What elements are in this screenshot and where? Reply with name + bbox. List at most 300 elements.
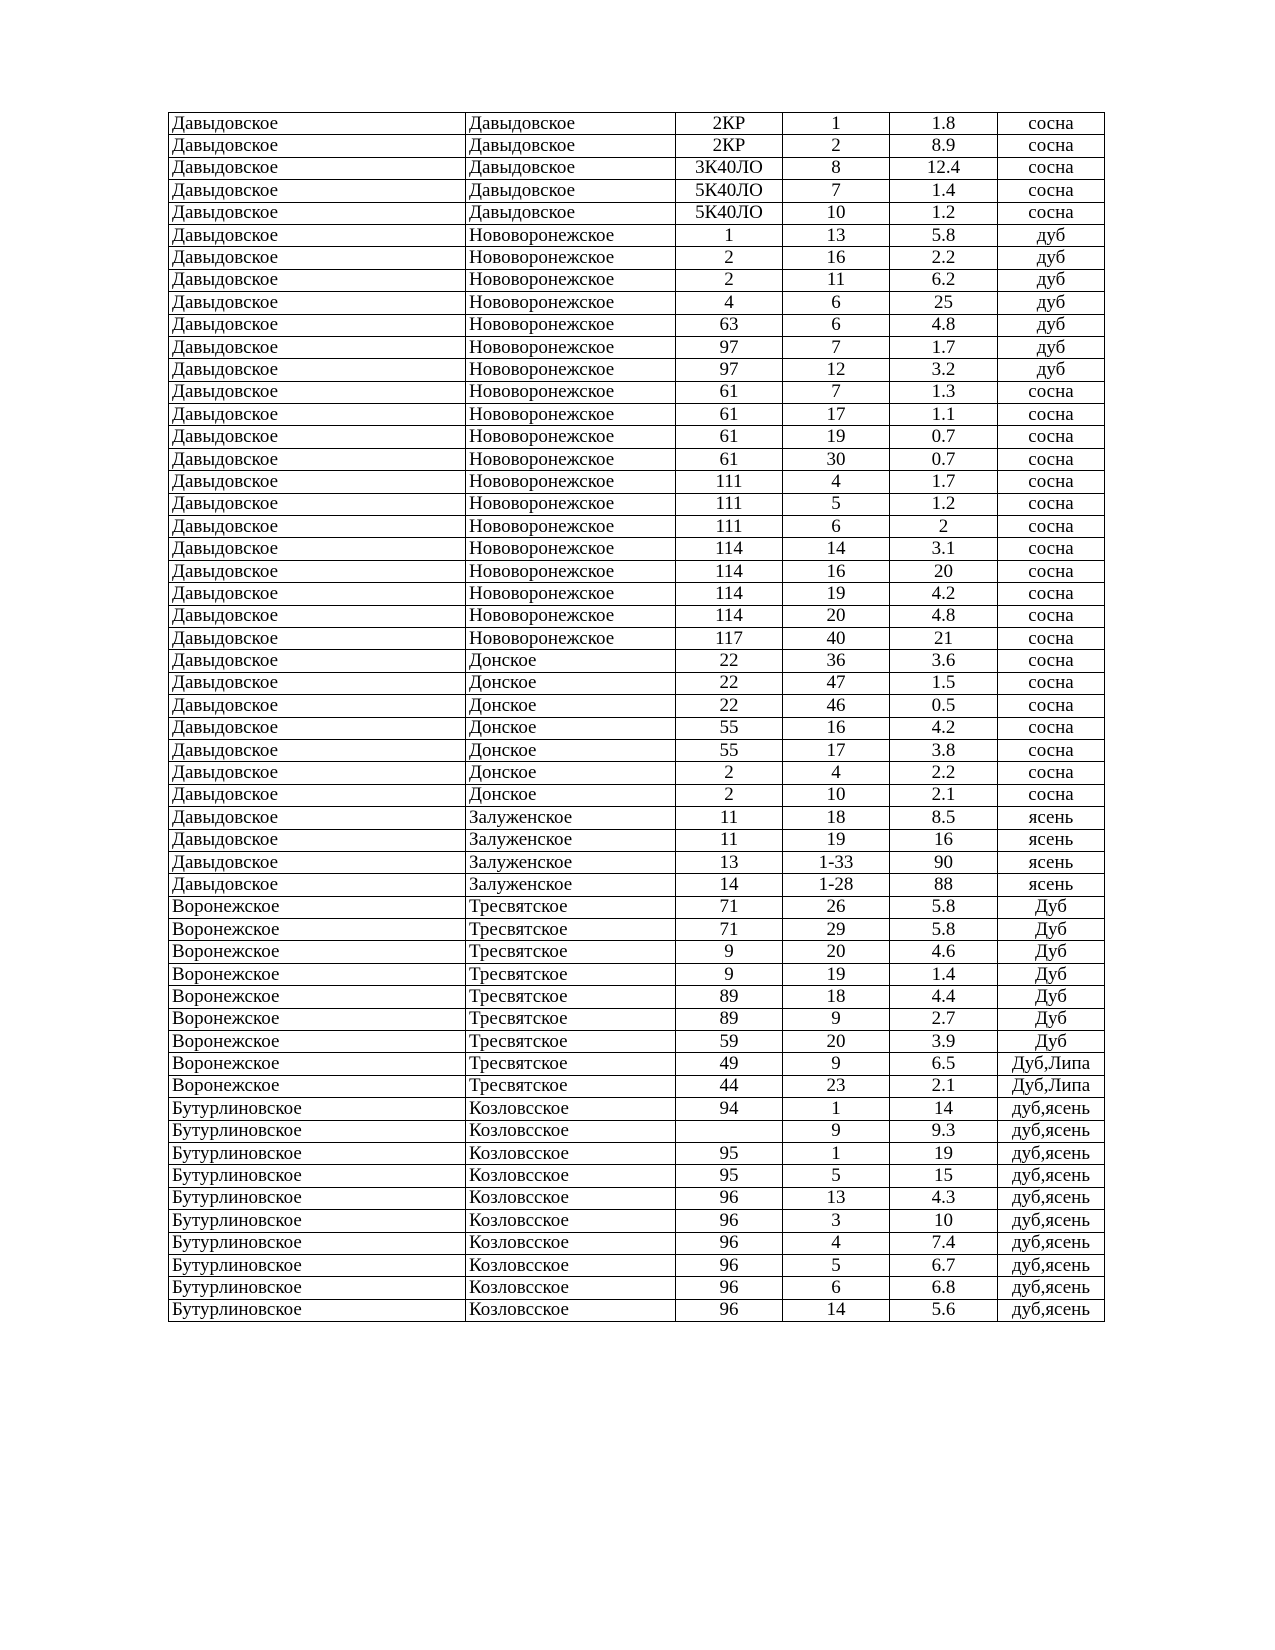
section-cell: 1-28 (783, 874, 890, 896)
quarter-cell: 114 (676, 605, 783, 627)
area-cell: 0.7 (890, 448, 998, 470)
table-row (169, 695, 1105, 717)
species-cell: дуб,ясень (998, 1254, 1105, 1276)
section-cell: 5 (783, 493, 890, 515)
area-cell: 1.2 (890, 202, 998, 224)
district-cell: Нововоронежское (466, 359, 676, 381)
species-cell: Дуб (998, 1008, 1105, 1030)
quarter-cell: 49 (676, 1053, 783, 1075)
quarter-cell: 22 (676, 672, 783, 694)
district-cell: Давыдовское (466, 202, 676, 224)
area-cell: 6.8 (890, 1277, 998, 1299)
table-row (169, 314, 1105, 336)
species-cell: сосна (998, 627, 1105, 649)
species-cell: сосна (998, 381, 1105, 403)
section-cell: 23 (783, 1075, 890, 1097)
forestry-cell: Давыдовское (169, 336, 466, 358)
species-cell: дуб (998, 269, 1105, 291)
forestry-cell: Воронежское (169, 986, 466, 1008)
district-cell: Давыдовское (466, 180, 676, 202)
forestry-cell: Давыдовское (169, 784, 466, 806)
area-cell: 21 (890, 627, 998, 649)
district-cell: Тресвятское (466, 941, 676, 963)
forestry-cell: Давыдовское (169, 113, 466, 135)
table-row (169, 471, 1105, 493)
section-cell: 12 (783, 359, 890, 381)
species-cell: сосна (998, 426, 1105, 448)
forest-plots-table (168, 112, 1105, 1322)
district-cell: Козловсское (466, 1120, 676, 1142)
district-cell: Козловсское (466, 1299, 676, 1321)
section-cell: 20 (783, 941, 890, 963)
table-row (169, 739, 1105, 761)
area-cell: 88 (890, 874, 998, 896)
quarter-cell: 89 (676, 986, 783, 1008)
forestry-cell: Воронежское (169, 1053, 466, 1075)
district-cell: Нововоронежское (466, 560, 676, 582)
table-row (169, 1277, 1105, 1299)
forestry-cell: Бутурлиновское (169, 1142, 466, 1164)
forestry-cell: Бутурлиновское (169, 1299, 466, 1321)
table-row (169, 135, 1105, 157)
area-cell: 2.1 (890, 1075, 998, 1097)
district-cell: Нововоронежское (466, 314, 676, 336)
table-row (169, 180, 1105, 202)
forestry-cell: Давыдовское (169, 627, 466, 649)
district-cell: Тресвятское (466, 963, 676, 985)
area-cell: 90 (890, 851, 998, 873)
forestry-cell: Давыдовское (169, 314, 466, 336)
quarter-cell: 4 (676, 292, 783, 314)
table-row (169, 292, 1105, 314)
area-cell: 0.5 (890, 695, 998, 717)
district-cell: Тресвятское (466, 919, 676, 941)
section-cell: 16 (783, 560, 890, 582)
district-cell: Козловсское (466, 1210, 676, 1232)
section-cell: 1 (783, 1142, 890, 1164)
quarter-cell: 63 (676, 314, 783, 336)
district-cell: Козловсское (466, 1254, 676, 1276)
quarter-cell: 9 (676, 941, 783, 963)
district-cell: Нововоронежское (466, 583, 676, 605)
table-row (169, 1142, 1105, 1164)
table-row (169, 717, 1105, 739)
forestry-cell: Воронежское (169, 1008, 466, 1030)
section-cell: 7 (783, 336, 890, 358)
section-cell: 2 (783, 135, 890, 157)
area-cell: 2.1 (890, 784, 998, 806)
area-cell: 5.8 (890, 224, 998, 246)
quarter-cell: 14 (676, 874, 783, 896)
table-row (169, 1187, 1105, 1209)
district-cell: Козловсское (466, 1187, 676, 1209)
species-cell: дуб,ясень (998, 1142, 1105, 1164)
district-cell: Донское (466, 762, 676, 784)
table-row (169, 1232, 1105, 1254)
district-cell: Донское (466, 672, 676, 694)
table-row (169, 1210, 1105, 1232)
district-cell: Тресвятское (466, 986, 676, 1008)
area-cell: 1.7 (890, 471, 998, 493)
section-cell: 6 (783, 292, 890, 314)
species-cell: сосна (998, 538, 1105, 560)
area-cell: 12.4 (890, 157, 998, 179)
forestry-cell: Давыдовское (169, 695, 466, 717)
section-cell: 20 (783, 605, 890, 627)
district-cell: Нововоронежское (466, 627, 676, 649)
area-cell: 20 (890, 560, 998, 582)
area-cell: 1.3 (890, 381, 998, 403)
quarter-cell: 61 (676, 381, 783, 403)
district-cell: Козловсское (466, 1232, 676, 1254)
table-row (169, 829, 1105, 851)
district-cell: Донское (466, 717, 676, 739)
forestry-cell: Бутурлиновское (169, 1232, 466, 1254)
quarter-cell: 9 (676, 963, 783, 985)
area-cell: 2 (890, 516, 998, 538)
species-cell: дуб (998, 359, 1105, 381)
species-cell: Дуб (998, 941, 1105, 963)
section-cell: 9 (783, 1008, 890, 1030)
section-cell: 19 (783, 426, 890, 448)
area-cell: 2.2 (890, 762, 998, 784)
area-cell: 10 (890, 1210, 998, 1232)
quarter-cell: 2 (676, 762, 783, 784)
table-row (169, 381, 1105, 403)
species-cell: сосна (998, 493, 1105, 515)
quarter-cell: 95 (676, 1142, 783, 1164)
district-cell: Донское (466, 650, 676, 672)
district-cell: Тресвятское (466, 1008, 676, 1030)
forestry-cell: Давыдовское (169, 739, 466, 761)
area-cell: 4.3 (890, 1187, 998, 1209)
area-cell: 4.2 (890, 717, 998, 739)
species-cell: сосна (998, 695, 1105, 717)
area-cell: 7.4 (890, 1232, 998, 1254)
table-row (169, 516, 1105, 538)
species-cell: сосна (998, 157, 1105, 179)
forestry-cell: Давыдовское (169, 224, 466, 246)
quarter-cell: 111 (676, 471, 783, 493)
area-cell: 3.2 (890, 359, 998, 381)
species-cell: Дуб (998, 919, 1105, 941)
species-cell: Дуб (998, 1031, 1105, 1053)
forestry-cell: Давыдовское (169, 404, 466, 426)
forestry-cell: Давыдовское (169, 516, 466, 538)
species-cell: Дуб (998, 986, 1105, 1008)
section-cell: 14 (783, 1299, 890, 1321)
table-row (169, 359, 1105, 381)
table-row (169, 202, 1105, 224)
quarter-cell: 96 (676, 1210, 783, 1232)
species-cell: сосна (998, 135, 1105, 157)
section-cell: 16 (783, 247, 890, 269)
section-cell: 1-33 (783, 851, 890, 873)
species-cell: сосна (998, 784, 1105, 806)
forestry-cell: Давыдовское (169, 851, 466, 873)
species-cell: сосна (998, 583, 1105, 605)
forestry-cell: Давыдовское (169, 381, 466, 403)
forestry-cell: Давыдовское (169, 672, 466, 694)
quarter-cell: 96 (676, 1277, 783, 1299)
section-cell: 30 (783, 448, 890, 470)
forestry-cell: Давыдовское (169, 538, 466, 560)
area-cell: 1.1 (890, 404, 998, 426)
forestry-cell: Давыдовское (169, 650, 466, 672)
table-row (169, 851, 1105, 873)
forestry-cell: Давыдовское (169, 829, 466, 851)
area-cell: 4.8 (890, 314, 998, 336)
forestry-cell: Бутурлиновское (169, 1187, 466, 1209)
section-cell: 4 (783, 471, 890, 493)
section-cell: 6 (783, 314, 890, 336)
district-cell: Нововоронежское (466, 605, 676, 627)
species-cell: сосна (998, 180, 1105, 202)
section-cell: 16 (783, 717, 890, 739)
section-cell: 47 (783, 672, 890, 694)
district-cell: Нововоронежское (466, 516, 676, 538)
table-row (169, 448, 1105, 470)
forestry-cell: Воронежское (169, 919, 466, 941)
area-cell: 4.6 (890, 941, 998, 963)
quarter-cell: 44 (676, 1075, 783, 1097)
area-cell: 1.4 (890, 180, 998, 202)
quarter-cell: 61 (676, 448, 783, 470)
district-cell: Козловсское (466, 1165, 676, 1187)
forestry-cell: Давыдовское (169, 426, 466, 448)
species-cell: сосна (998, 471, 1105, 493)
quarter-cell: 71 (676, 896, 783, 918)
quarter-cell: 2 (676, 247, 783, 269)
district-cell: Залуженское (466, 851, 676, 873)
section-cell: 18 (783, 986, 890, 1008)
table-row (169, 627, 1105, 649)
area-cell: 1.2 (890, 493, 998, 515)
area-cell: 19 (890, 1142, 998, 1164)
table-row (169, 919, 1105, 941)
table-row (169, 650, 1105, 672)
quarter-cell: 5К40ЛО (676, 202, 783, 224)
table-row (169, 583, 1105, 605)
district-cell: Залуженское (466, 829, 676, 851)
quarter-cell: 55 (676, 717, 783, 739)
area-cell: 3.6 (890, 650, 998, 672)
section-cell: 18 (783, 807, 890, 829)
district-cell: Донское (466, 695, 676, 717)
table-row (169, 1031, 1105, 1053)
forestry-cell: Давыдовское (169, 717, 466, 739)
section-cell: 5 (783, 1165, 890, 1187)
quarter-cell: 97 (676, 359, 783, 381)
forestry-cell: Бутурлиновское (169, 1254, 466, 1276)
species-cell: сосна (998, 672, 1105, 694)
area-cell: 5.6 (890, 1299, 998, 1321)
forestry-cell: Воронежское (169, 941, 466, 963)
table-row (169, 247, 1105, 269)
table-row (169, 807, 1105, 829)
section-cell: 14 (783, 538, 890, 560)
area-cell: 5.8 (890, 919, 998, 941)
forestry-cell: Бутурлиновское (169, 1120, 466, 1142)
quarter-cell: 97 (676, 336, 783, 358)
section-cell: 19 (783, 829, 890, 851)
species-cell: дуб,ясень (998, 1232, 1105, 1254)
section-cell: 13 (783, 1187, 890, 1209)
table-row (169, 762, 1105, 784)
area-cell: 4.8 (890, 605, 998, 627)
district-cell: Нововоронежское (466, 448, 676, 470)
forestry-cell: Давыдовское (169, 135, 466, 157)
area-cell: 3.9 (890, 1031, 998, 1053)
table-row (169, 1098, 1105, 1120)
district-cell: Нововоронежское (466, 404, 676, 426)
district-cell: Донское (466, 739, 676, 761)
species-cell: Дуб (998, 963, 1105, 985)
district-cell: Нововоронежское (466, 247, 676, 269)
quarter-cell: 96 (676, 1187, 783, 1209)
quarter-cell: 61 (676, 404, 783, 426)
species-cell: дуб,ясень (998, 1165, 1105, 1187)
species-cell: сосна (998, 404, 1105, 426)
section-cell: 46 (783, 695, 890, 717)
district-cell: Тресвятское (466, 1053, 676, 1075)
forestry-cell: Бутурлиновское (169, 1165, 466, 1187)
section-cell: 4 (783, 762, 890, 784)
table-row (169, 941, 1105, 963)
area-cell: 25 (890, 292, 998, 314)
section-cell: 7 (783, 180, 890, 202)
quarter-cell: 89 (676, 1008, 783, 1030)
species-cell: сосна (998, 560, 1105, 582)
forestry-cell: Бутурлиновское (169, 1277, 466, 1299)
quarter-cell: 11 (676, 807, 783, 829)
area-cell: 3.8 (890, 739, 998, 761)
forestry-cell: Давыдовское (169, 202, 466, 224)
area-cell: 1.5 (890, 672, 998, 694)
forestry-cell: Давыдовское (169, 471, 466, 493)
section-cell: 1 (783, 113, 890, 135)
quarter-cell: 95 (676, 1165, 783, 1187)
forestry-cell: Давыдовское (169, 493, 466, 515)
area-cell: 8.5 (890, 807, 998, 829)
table-row (169, 1053, 1105, 1075)
quarter-cell: 5К40ЛО (676, 180, 783, 202)
table-row (169, 784, 1105, 806)
table-body (169, 113, 1105, 1322)
table-row (169, 426, 1105, 448)
area-cell: 3.1 (890, 538, 998, 560)
area-cell: 15 (890, 1165, 998, 1187)
species-cell: дуб (998, 314, 1105, 336)
species-cell: дуб,ясень (998, 1277, 1105, 1299)
quarter-cell: 22 (676, 650, 783, 672)
forestry-cell: Воронежское (169, 1031, 466, 1053)
table-row (169, 538, 1105, 560)
forestry-cell: Давыдовское (169, 874, 466, 896)
species-cell: дуб,ясень (998, 1299, 1105, 1321)
species-cell: Дуб (998, 896, 1105, 918)
forestry-cell: Бутурлиновское (169, 1098, 466, 1120)
table-row (169, 963, 1105, 985)
table-row (169, 404, 1105, 426)
quarter-cell: 114 (676, 538, 783, 560)
section-cell: 19 (783, 963, 890, 985)
species-cell: дуб,ясень (998, 1187, 1105, 1209)
forestry-cell: Воронежское (169, 896, 466, 918)
forestry-cell: Бутурлиновское (169, 1210, 466, 1232)
area-cell: 2.7 (890, 1008, 998, 1030)
table-row (169, 113, 1105, 135)
area-cell: 1.7 (890, 336, 998, 358)
table-row (169, 269, 1105, 291)
district-cell: Залуженское (466, 874, 676, 896)
forestry-cell: Давыдовское (169, 807, 466, 829)
forestry-cell: Давыдовское (169, 180, 466, 202)
table-row (169, 224, 1105, 246)
species-cell: дуб (998, 336, 1105, 358)
district-cell: Нововоронежское (466, 471, 676, 493)
table-row (169, 1075, 1105, 1097)
district-cell: Тресвятское (466, 1031, 676, 1053)
species-cell: Дуб,Липа (998, 1075, 1105, 1097)
table-row (169, 874, 1105, 896)
quarter-cell: 55 (676, 739, 783, 761)
quarter-cell: 111 (676, 516, 783, 538)
table-row (169, 1165, 1105, 1187)
species-cell: ясень (998, 874, 1105, 896)
species-cell: дуб,ясень (998, 1120, 1105, 1142)
section-cell: 19 (783, 583, 890, 605)
species-cell: ясень (998, 851, 1105, 873)
area-cell: 6.5 (890, 1053, 998, 1075)
forestry-cell: Давыдовское (169, 605, 466, 627)
species-cell: ясень (998, 807, 1105, 829)
section-cell: 6 (783, 516, 890, 538)
area-cell: 9.3 (890, 1120, 998, 1142)
section-cell: 7 (783, 381, 890, 403)
quarter-cell: 22 (676, 695, 783, 717)
species-cell: Дуб,Липа (998, 1053, 1105, 1075)
forestry-cell: Давыдовское (169, 292, 466, 314)
table-row (169, 560, 1105, 582)
district-cell: Донское (466, 784, 676, 806)
district-cell: Козловсское (466, 1142, 676, 1164)
area-cell: 14 (890, 1098, 998, 1120)
section-cell: 10 (783, 202, 890, 224)
district-cell: Нововоронежское (466, 381, 676, 403)
species-cell: сосна (998, 762, 1105, 784)
forestry-cell: Давыдовское (169, 448, 466, 470)
section-cell: 3 (783, 1210, 890, 1232)
table-row (169, 157, 1105, 179)
section-cell: 11 (783, 269, 890, 291)
district-cell: Нововоронежское (466, 538, 676, 560)
species-cell: дуб (998, 292, 1105, 314)
district-cell: Нововоронежское (466, 292, 676, 314)
quarter-cell: 59 (676, 1031, 783, 1053)
forestry-cell: Давыдовское (169, 560, 466, 582)
area-cell: 6.2 (890, 269, 998, 291)
quarter-cell: 1 (676, 224, 783, 246)
quarter-cell: 2 (676, 269, 783, 291)
species-cell: сосна (998, 516, 1105, 538)
table-row (169, 493, 1105, 515)
district-cell: Нововоронежское (466, 269, 676, 291)
species-cell: сосна (998, 448, 1105, 470)
species-cell: сосна (998, 717, 1105, 739)
table-row (169, 986, 1105, 1008)
species-cell: сосна (998, 202, 1105, 224)
